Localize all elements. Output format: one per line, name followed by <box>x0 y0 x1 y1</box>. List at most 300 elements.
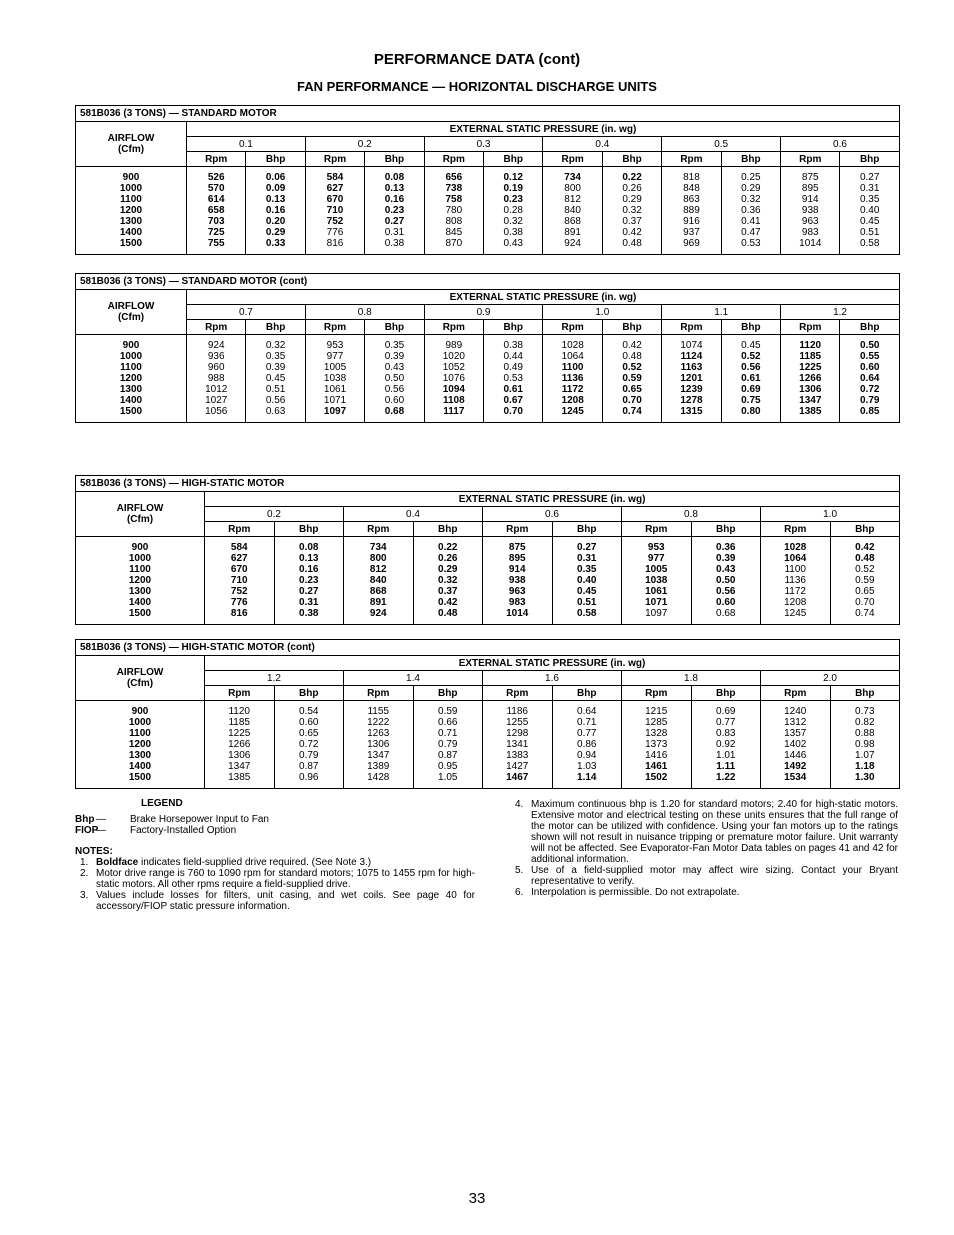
rpm-value: 734 <box>369 542 387 553</box>
airflow-value: 1000 <box>119 351 143 362</box>
bhp-values <box>691 701 761 789</box>
bhp-value: 0.56 <box>265 395 286 406</box>
rpm-values <box>543 335 602 423</box>
rpm-column-header: Rpm <box>662 320 721 335</box>
bhp-value: 0.70 <box>622 395 642 406</box>
rpm-value: 1208 <box>784 597 807 608</box>
bhp-value: 0.23 <box>384 205 405 216</box>
airflow-value: 1400 <box>128 597 152 608</box>
bhp-value: 0.22 <box>438 542 458 553</box>
pressure-value: 0.9 <box>424 305 543 320</box>
airflow-unit: (Cfm) <box>117 312 145 323</box>
section-title: FAN PERFORMANCE — HORIZONTAL DISCHARGE UNITS <box>297 79 657 94</box>
bhp-value: 0.65 <box>299 728 319 739</box>
rpm-column-header: Rpm <box>205 522 275 537</box>
bhp-value: 0.53 <box>741 238 761 249</box>
rpm-values <box>187 167 246 255</box>
rpm-values <box>781 167 840 255</box>
rpm-value: 1534 <box>784 772 807 783</box>
bhp-value: 0.70 <box>503 406 523 417</box>
rpm-value: 816 <box>230 608 248 619</box>
bhp-value: 0.06 <box>265 172 286 183</box>
bhp-value: 0.32 <box>622 205 642 216</box>
bhp-values <box>413 537 483 625</box>
rpm-value: 1306 <box>799 384 822 395</box>
bhp-value: 0.28 <box>503 205 523 216</box>
rpm-value: 670 <box>326 194 344 205</box>
bhp-value: 0.08 <box>299 542 319 553</box>
bhp-column-header: Bhp <box>246 152 305 167</box>
airflow-unit: (Cfm) <box>117 144 145 155</box>
rpm-value: 755 <box>207 238 225 249</box>
bhp-value: 0.09 <box>265 183 286 194</box>
bhp-value: 0.73 <box>855 706 875 717</box>
rpm-value: 627 <box>230 553 248 564</box>
rpm-value: 953 <box>326 340 344 351</box>
rpm-value: 584 <box>326 172 344 183</box>
bhp-values <box>721 335 780 423</box>
rpm-values <box>344 701 414 789</box>
rpm-values <box>305 335 364 423</box>
rpm-value: 1097 <box>645 608 668 619</box>
rpm-values <box>543 167 602 255</box>
bhp-column-header: Bhp <box>830 522 900 537</box>
rpm-value: 1076 <box>442 373 465 384</box>
rpm-value: 1312 <box>784 717 807 728</box>
rpm-value: 1245 <box>561 406 584 417</box>
bhp-value: 0.25 <box>741 172 761 183</box>
table-caption: 581B036 (3 TONS) — HIGH-STATIC MOTOR (cont) <box>76 640 900 656</box>
rpm-value: 1005 <box>645 564 668 575</box>
bhp-value: 0.26 <box>438 553 458 564</box>
rpm-value: 1005 <box>323 362 347 373</box>
bhp-values <box>721 167 780 255</box>
bhp-value: 0.72 <box>859 384 880 395</box>
rpm-value: 1136 <box>784 575 806 586</box>
bhp-value: 0.48 <box>855 553 875 564</box>
bhp-value: 0.35 <box>265 351 286 362</box>
note-text: Motor drive range is 760 to 1090 rpm for standard motors; 1075 to 1455 rpm for high-static motors. All other rpms require a field-supplied drive. <box>96 868 475 890</box>
rpm-column-header: Rpm <box>662 152 721 167</box>
bhp-column-header: Bhp <box>274 686 344 701</box>
legend-definition: Brake Horsepower Input to Fan <box>130 814 269 825</box>
rpm-value: 983 <box>801 227 819 238</box>
bhp-value: 0.50 <box>384 373 405 384</box>
bhp-column-header: Bhp <box>365 152 424 167</box>
bhp-value: 0.56 <box>716 586 736 597</box>
fan-performance-table-high-static <box>75 475 900 625</box>
bhp-value: 0.60 <box>299 717 319 728</box>
bhp-values <box>830 537 900 625</box>
bhp-column-header: Bhp <box>840 152 899 167</box>
bhp-value: 0.61 <box>741 373 761 384</box>
rpm-value: 1416 <box>645 750 668 761</box>
bhp-value: 0.29 <box>265 227 286 238</box>
rpm-value: 875 <box>508 542 526 553</box>
rpm-column-header: Rpm <box>424 152 483 167</box>
note-text: Maximum continuous bhp is 1.20 for standard motors; 2.40 for high-static motors. Extensive motor and electrical testing on these units ensures that the full range of the motor can be utilized with confidence. Using your fan motors up to the ratings shown will not result in nuisance tripping or premature motor failure. Unit warranty will not be affected. See Evaporator-Fan Motor Data tables on pages 41 and 42 for additional information. <box>531 799 898 865</box>
bhp-value: 0.79 <box>438 739 458 750</box>
bhp-value: 0.86 <box>577 739 597 750</box>
rpm-value: 963 <box>508 586 526 597</box>
rpm-value: 1402 <box>784 739 807 750</box>
bhp-value: 0.63 <box>265 406 286 417</box>
bhp-value: 0.35 <box>384 340 405 351</box>
pressure-value: 0.4 <box>543 137 662 152</box>
pressure-value: 0.6 <box>483 507 622 522</box>
airflow-values <box>76 537 205 625</box>
rpm-value: 752 <box>230 586 248 597</box>
bhp-value: 0.43 <box>384 362 405 373</box>
rpm-value: 1225 <box>799 362 822 373</box>
rpm-value: 1097 <box>323 406 347 417</box>
bhp-value: 0.64 <box>859 373 880 384</box>
bhp-value: 0.42 <box>438 597 458 608</box>
rpm-values <box>781 335 840 423</box>
rpm-value: 891 <box>369 597 387 608</box>
rpm-value: 1124 <box>680 351 703 362</box>
rpm-value: 889 <box>683 205 700 216</box>
bhp-value: 0.45 <box>265 373 286 384</box>
bhp-value: 0.13 <box>299 553 319 564</box>
rpm-value: 812 <box>564 194 581 205</box>
airflow-value: 1500 <box>119 406 143 417</box>
legend-abbr: FIOP <box>75 825 99 836</box>
pressure-value: 1.0 <box>761 507 900 522</box>
rpm-column-header: Rpm <box>761 522 831 537</box>
bhp-column-header: Bhp <box>413 686 483 701</box>
rpm-column-header: Rpm <box>781 320 840 335</box>
pressure-value: 0.2 <box>305 137 424 152</box>
rpm-value: 1172 <box>784 586 806 597</box>
rpm-value: 1071 <box>323 395 347 406</box>
airflow-value: 1300 <box>119 216 143 227</box>
bhp-value: 0.22 <box>622 172 642 183</box>
rpm-value: 924 <box>564 238 581 249</box>
note-number: 4. <box>515 799 524 810</box>
bhp-value: 0.36 <box>716 542 736 553</box>
airflow-value: 1300 <box>128 586 152 597</box>
bhp-value: 0.38 <box>503 340 523 351</box>
rpm-values <box>483 537 553 625</box>
bhp-value: 0.96 <box>299 772 319 783</box>
pressure-value: 0.1 <box>187 137 306 152</box>
note <box>510 887 898 898</box>
airflow-value: 1400 <box>128 761 152 772</box>
rpm-value: 924 <box>207 340 225 351</box>
rpm-value: 1120 <box>228 706 250 717</box>
fan-performance-table-standard <box>75 105 900 255</box>
rpm-value: 863 <box>683 194 700 205</box>
bhp-values <box>484 167 543 255</box>
rpm-value: 1385 <box>228 772 251 783</box>
notes-title: NOTES: <box>75 846 113 857</box>
airflow-value: 1100 <box>129 564 151 575</box>
bhp-values <box>484 335 543 423</box>
airflow-value: 1000 <box>128 553 152 564</box>
bhp-value: 0.45 <box>577 586 597 597</box>
table-caption: 581B036 (3 TONS) — STANDARD MOTOR (cont) <box>76 274 900 290</box>
rpm-value: 1172 <box>561 384 584 395</box>
bhp-value: 0.41 <box>741 216 761 227</box>
rpm-value: 710 <box>230 575 248 586</box>
bhp-value: 0.40 <box>577 575 597 586</box>
bhp-value: 1.18 <box>855 761 875 772</box>
airflow-value: 900 <box>122 172 140 183</box>
rpm-value: 670 <box>230 564 248 575</box>
rpm-value: 1239 <box>680 384 703 395</box>
rpm-value: 776 <box>326 227 344 238</box>
rpm-value: 658 <box>207 205 225 216</box>
bhp-value: 0.31 <box>384 227 405 238</box>
bhp-value: 0.29 <box>438 564 458 575</box>
bhp-value: 0.31 <box>577 553 597 564</box>
esp-header: EXTERNAL STATIC PRESSURE (in. wg) <box>187 122 900 137</box>
bhp-value: 0.75 <box>741 395 761 406</box>
pressure-value: 0.4 <box>344 507 483 522</box>
rpm-value: 703 <box>207 216 225 227</box>
bhp-column-header: Bhp <box>721 152 780 167</box>
bhp-column-header: Bhp <box>552 686 622 701</box>
bhp-value: 1.22 <box>716 772 736 783</box>
bhp-value: 0.29 <box>622 194 642 205</box>
rpm-values <box>622 701 692 789</box>
bhp-value: 0.35 <box>577 564 597 575</box>
bhp-value: 0.27 <box>299 586 319 597</box>
airflow-value: 900 <box>122 340 140 351</box>
rpm-value: 1278 <box>680 395 703 406</box>
airflow-value: 1200 <box>128 739 152 750</box>
rpm-value: 725 <box>207 227 225 238</box>
rpm-value: 937 <box>683 227 700 238</box>
rpm-value: 1120 <box>799 340 822 351</box>
rpm-value: 1100 <box>561 362 584 373</box>
bhp-value: 0.19 <box>503 183 523 194</box>
bhp-value: 0.20 <box>265 216 286 227</box>
rpm-value: 1347 <box>228 761 251 772</box>
rpm-value: 1347 <box>367 750 390 761</box>
esp-header: EXTERNAL STATIC PRESSURE (in. wg) <box>187 290 900 305</box>
rpm-value: 1028 <box>784 542 807 553</box>
bhp-value: 0.58 <box>577 608 597 619</box>
rpm-values <box>483 701 553 789</box>
rpm-value: 1427 <box>506 761 529 772</box>
bhp-values <box>365 167 424 255</box>
bhp-value: 0.35 <box>859 194 880 205</box>
bhp-value: 1.03 <box>577 761 597 772</box>
bhp-value: 0.74 <box>622 406 642 417</box>
bhp-value: 0.08 <box>384 172 405 183</box>
note <box>510 865 898 887</box>
rpm-value: 938 <box>508 575 526 586</box>
rpm-value: 969 <box>683 238 700 249</box>
esp-header: EXTERNAL STATIC PRESSURE (in. wg) <box>205 492 900 507</box>
airflow-value: 1300 <box>128 750 152 761</box>
bhp-value: 0.68 <box>384 406 405 417</box>
bhp-value: 0.16 <box>384 194 405 205</box>
bhp-value: 0.16 <box>299 564 319 575</box>
rpm-value: 656 <box>445 172 463 183</box>
bhp-values <box>274 537 344 625</box>
bhp-value: 0.51 <box>577 597 597 608</box>
bhp-value: 0.52 <box>741 351 761 362</box>
rpm-value: 1052 <box>442 362 465 373</box>
bhp-value: 0.70 <box>855 597 875 608</box>
rpm-value: 895 <box>801 183 819 194</box>
bhp-value: 0.48 <box>438 608 458 619</box>
airflow-label: AIRFLOW <box>107 133 155 144</box>
bhp-value: 0.44 <box>503 351 523 362</box>
legend-abbr: Bhp <box>75 814 95 825</box>
rpm-value: 1014 <box>799 238 822 249</box>
airflow-value: 1400 <box>119 227 143 238</box>
rpm-value: 816 <box>326 238 344 249</box>
bhp-value: 0.42 <box>622 340 642 351</box>
airflow-value: 900 <box>131 542 149 553</box>
bhp-value: 0.51 <box>859 227 880 238</box>
bhp-column-header: Bhp <box>602 152 661 167</box>
rpm-value: 1201 <box>680 373 703 384</box>
rpm-value: 868 <box>369 586 387 597</box>
bhp-value: 0.98 <box>855 739 875 750</box>
rpm-value: 1061 <box>645 586 668 597</box>
rpm-value: 526 <box>207 172 225 183</box>
bhp-values <box>691 537 761 625</box>
rpm-value: 1266 <box>228 739 251 750</box>
rpm-values <box>424 167 483 255</box>
esp-header: EXTERNAL STATIC PRESSURE (in. wg) <box>205 656 900 671</box>
pressure-value: 1.2 <box>781 305 900 320</box>
rpm-value: 800 <box>564 183 581 194</box>
airflow-unit: (Cfm) <box>126 514 154 525</box>
rpm-value: 1285 <box>645 717 668 728</box>
bhp-value: 0.87 <box>299 761 319 772</box>
rpm-value: 1061 <box>323 384 347 395</box>
rpm-value: 1064 <box>561 351 584 362</box>
bhp-value: 0.68 <box>716 608 736 619</box>
rpm-value: 1263 <box>367 728 390 739</box>
bhp-value: 0.72 <box>299 739 319 750</box>
pressure-value: 1.4 <box>344 671 483 686</box>
airflow-value: 1400 <box>119 395 143 406</box>
rpm-value: 988 <box>207 373 225 384</box>
rpm-value: 1020 <box>442 351 465 362</box>
bhp-value: 0.65 <box>855 586 875 597</box>
bhp-value: 0.77 <box>716 717 736 728</box>
airflow-label: AIRFLOW <box>116 503 164 514</box>
rpm-value: 1155 <box>367 706 389 717</box>
rpm-value: 953 <box>647 542 665 553</box>
rpm-column-header: Rpm <box>187 320 246 335</box>
bhp-column-header: Bhp <box>602 320 661 335</box>
rpm-column-header: Rpm <box>305 320 364 335</box>
bhp-value: 0.33 <box>265 238 286 249</box>
rpm-values <box>761 537 831 625</box>
bhp-value: 0.59 <box>855 575 875 586</box>
bhp-value: 0.42 <box>622 227 642 238</box>
bhp-column-header: Bhp <box>691 686 761 701</box>
pressure-value: 2.0 <box>761 671 900 686</box>
bhp-column-header: Bhp <box>840 320 900 335</box>
rpm-values <box>305 167 364 255</box>
bhp-column-header: Bhp <box>413 522 483 537</box>
note <box>75 857 475 868</box>
rpm-value: 1012 <box>205 384 228 395</box>
rpm-value: 800 <box>369 553 387 564</box>
rpm-value: 614 <box>207 194 225 205</box>
bhp-value: 0.67 <box>503 395 523 406</box>
rpm-value: 710 <box>326 205 344 216</box>
bhp-value: 0.55 <box>859 351 880 362</box>
legend-dash: — <box>96 825 106 836</box>
rpm-value: 1385 <box>799 406 822 417</box>
note <box>75 890 475 912</box>
rpm-value: 1461 <box>645 761 668 772</box>
bhp-value: 0.94 <box>577 750 597 761</box>
bhp-value: 0.40 <box>859 205 880 216</box>
bhp-values <box>365 335 424 423</box>
bhp-value: 0.80 <box>741 406 761 417</box>
note-number: 2. <box>80 868 89 879</box>
rpm-value: 1245 <box>784 608 807 619</box>
rpm-value: 1266 <box>799 373 822 384</box>
bhp-value: 0.64 <box>577 706 597 717</box>
rpm-value: 1255 <box>506 717 529 728</box>
airflow-values <box>76 701 205 789</box>
bhp-value: 0.27 <box>577 542 597 553</box>
rpm-values <box>424 335 483 423</box>
rpm-value: 818 <box>683 172 700 183</box>
bhp-value: 0.27 <box>859 172 880 183</box>
bhp-value: 0.56 <box>741 362 761 373</box>
rpm-column-header: Rpm <box>344 522 414 537</box>
pressure-value: 0.8 <box>305 305 424 320</box>
bhp-value: 0.45 <box>741 340 761 351</box>
bhp-value: 0.85 <box>859 406 880 417</box>
bhp-value: 1.11 <box>716 761 736 772</box>
note-number: 1. <box>80 857 89 868</box>
bhp-column-header: Bhp <box>484 152 543 167</box>
rpm-column-header: Rpm <box>305 152 364 167</box>
rpm-value: 1222 <box>367 717 390 728</box>
rpm-value: 914 <box>801 194 819 205</box>
bhp-value: 0.42 <box>855 542 875 553</box>
bhp-value: 0.43 <box>716 564 736 575</box>
bhp-value: 0.43 <box>503 238 523 249</box>
legend-dash: — <box>96 814 106 825</box>
rpm-value: 1347 <box>799 395 822 406</box>
bhp-value: 0.79 <box>859 395 880 406</box>
bhp-value: 0.47 <box>741 227 761 238</box>
rpm-value: 1108 <box>442 395 465 406</box>
rpm-value: 960 <box>207 362 225 373</box>
rpm-column-header: Rpm <box>483 686 553 701</box>
rpm-column-header: Rpm <box>761 686 831 701</box>
bhp-value: 0.77 <box>577 728 597 739</box>
bhp-column-header: Bhp <box>721 320 780 335</box>
airflow-label: AIRFLOW <box>116 667 164 678</box>
bhp-column-header: Bhp <box>691 522 761 537</box>
rpm-value: 875 <box>801 172 819 183</box>
fan-performance-table-standard-cont <box>75 273 900 423</box>
rpm-value: 570 <box>207 183 225 194</box>
rpm-column-header: Rpm <box>424 320 483 335</box>
rpm-value: 914 <box>508 564 526 575</box>
bhp-values <box>602 335 661 423</box>
legend-title: LEGEND <box>141 798 183 809</box>
airflow-value: 1100 <box>120 362 142 373</box>
bhp-value: 0.51 <box>265 384 286 395</box>
